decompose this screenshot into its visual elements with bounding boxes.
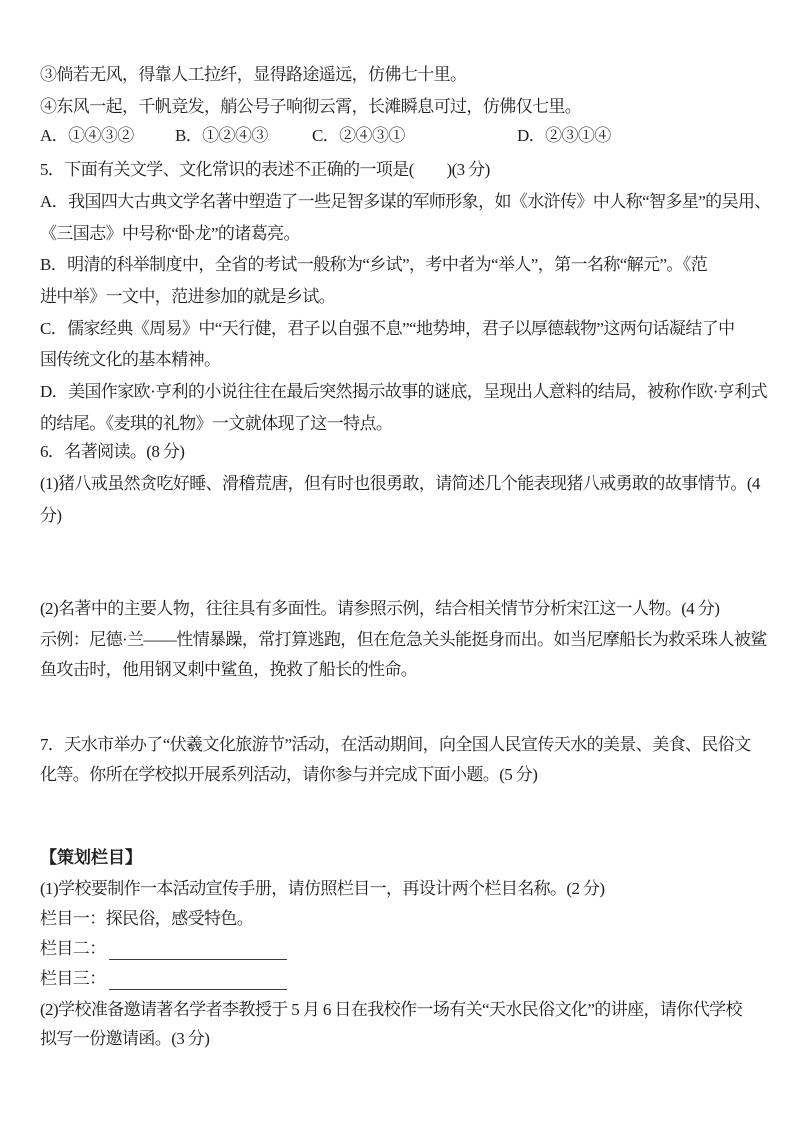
question-7-stem-line1: 7．天水市举办了“伏羲文化旅游节”活动，在活动期间，向全国人民宣传天水的美景、美食、民俗文: [40, 735, 751, 754]
question-5-choice-d-line2: 的结尾。《麦琪的礼物》一文就体现了这一特点。: [40, 414, 393, 433]
option-d: D．②③①④: [517, 126, 611, 145]
answer-blank-column-two[interactable]: [109, 940, 287, 960]
option-a: A．①④③②: [40, 126, 134, 145]
section-heading-planning-columns: 【策划栏目】: [40, 848, 142, 867]
question-5-choice-b-line2: 进中举》一文中，范进参加的就是乡试。: [40, 287, 336, 306]
column-two-label: 栏目二：: [40, 939, 106, 958]
question-6-part2: (2)名著中的主要人物，往往具有多面性。请参照示例，结合相关情节分析宋江这一人物。(4 分): [40, 599, 720, 618]
question-5-choice-c-line1: C．儒家经典《周易》中“天行健，君子以自强不息”“地势坤，君子以厚德载物”这两句话凝结了中: [40, 319, 735, 338]
question-7-part1: (1)学校要制作一本活动宣传手册，请仿照栏目一，再设计两个栏目名称。(2 分): [40, 879, 605, 898]
question-5-choice-b-line1: B．明清的科举制度中，全省的考试一般称为“乡试”，考中者为“举人”，第一名称“解元”。《范: [40, 255, 708, 274]
option-c: C．②④③①: [312, 126, 405, 145]
question-6-example-line1: 示例：尼德·兰——性情暴躁，常打算逃跑，但在危急关头能挺身而出。如当尼摩船长为救采珠人被鲨: [40, 630, 767, 649]
question-5-stem: 5．下面有关文学、文化常识的表述不正确的一项是( )(3 分): [40, 160, 490, 179]
question-5-choice-a-line2: 《三国志》中号称“卧龙”的诸葛亮。: [40, 224, 300, 243]
sentence-item-3: ③倘若无风，得靠人工拉纤，显得路途遥远，仿佛七十里。: [40, 65, 467, 84]
column-one-example: 栏目一：探民俗，感受特色。: [40, 909, 254, 928]
question-6-stem: 6．名著阅读。(8 分): [40, 442, 185, 461]
question-5-choice-c-line2: 国传统文化的基本精神。: [40, 350, 221, 369]
column-three-row: [40, 968, 287, 990]
question-5-choice-d-line1: D．美国作家欧·亨利的小说往往在最后突然揭示故事的谜底，呈现出人意料的结局，被称作欧·亨利式: [40, 382, 767, 401]
sentence-item-4: ④东风一起，千帆竞发，艄公号子响彻云霄，长滩瞬息可过，仿佛仅七里。: [40, 97, 582, 116]
question-5-choice-a-line1: A．我国四大古典文学名著中塑造了一些足智多谋的军师形象，如《水浒传》中人称“智多星”的吴用、: [40, 192, 771, 211]
question-7-part2-line2: 拟写一份邀请函。(3 分): [40, 1029, 210, 1048]
question-7-stem-line2: 化等。你所在学校拟开展系列活动，请你参与并完成下面小题。(5 分): [40, 765, 538, 784]
column-two-row: [40, 938, 287, 960]
question-6-part1-line1: (1)猪八戒虽然贪吃好睡、滑稽荒唐，但有时也很勇敢，请简述几个能表现猪八戒勇敢的故事情节。(4: [40, 474, 760, 493]
option-b: B．①②④③: [175, 126, 268, 145]
question-6-part1-line2: 分): [40, 506, 62, 525]
answer-blank-column-three[interactable]: [109, 970, 287, 990]
question-6-example-line2: 鱼攻击时，他用钢叉刺中鲨鱼，挽救了船长的性命。: [40, 660, 418, 679]
question-7-part2-line1: (2)学校准备邀请著名学者李教授于 5 月 6 日在我校作一场有关“天水民俗文化”的讲座，请你代学校: [40, 1000, 742, 1019]
column-three-label: 栏目三：: [40, 969, 106, 988]
